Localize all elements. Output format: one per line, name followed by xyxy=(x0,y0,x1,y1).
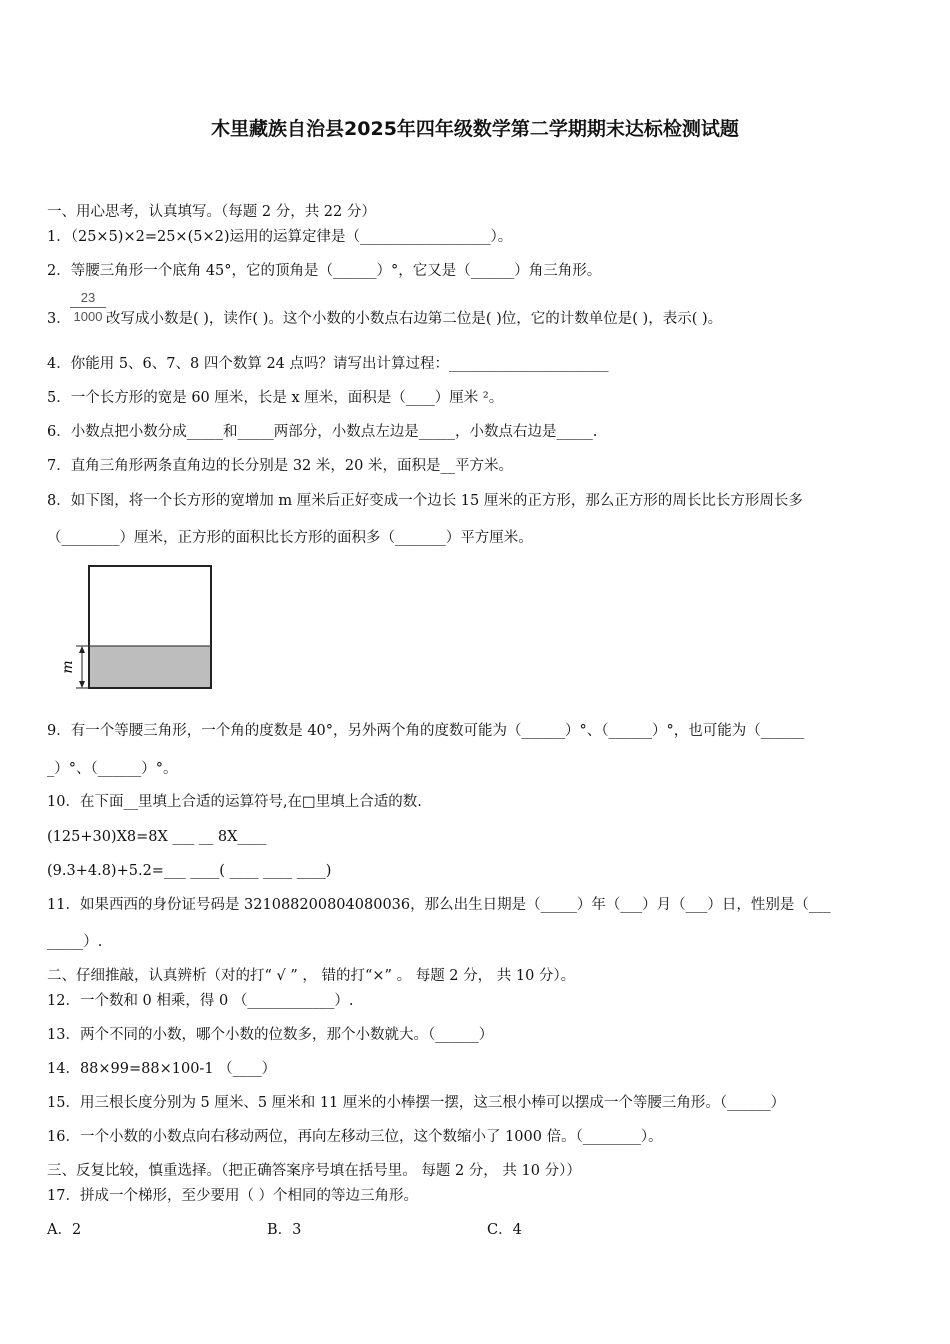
question-12: 12．一个数和 0 相乘，得 0 （____________）. xyxy=(47,993,354,1009)
shaded-strip xyxy=(90,646,210,687)
question-9-line-2: _）°、（______）°。 xyxy=(47,761,178,777)
option-b: B．3 xyxy=(267,1222,302,1238)
fraction-denominator: 1000 xyxy=(73,309,103,324)
question-3-number: 3． xyxy=(47,311,71,327)
option-a: A．2 xyxy=(47,1222,82,1238)
section-header-3: 三、反复比较，慎重选择。（把正确答案序号填在括号里。 每题 2 分， 共 10 分）） xyxy=(47,1163,581,1179)
question-3: 改写成小数是( )，读作( )。这个小数的小数点右边第二位是( )位，它的计数单位是( )，表示( )。 xyxy=(106,311,723,327)
label-m: m xyxy=(60,660,76,674)
question-9-line-1: 9．有一个等腰三角形，一个角的度数是 40°，另外两个角的度数可能为（______）°、（______）°，也可能为（______ xyxy=(47,723,805,739)
page-title: 木里藏族自治县2025年四年级数学第二学期期末达标检测试题 xyxy=(211,118,739,140)
question-2: 2．等腰三角形一个底角 45°，它的顶角是（______）°，它又是（______）角三角形。 xyxy=(47,263,602,279)
question-8-line-2: （________）厘米，正方形的面积比长方形的面积多（_______）平方厘米。 xyxy=(47,530,533,546)
arrow-up-icon xyxy=(79,646,85,653)
question-15: 15．用三根长度分别为 5 厘米、5 厘米和 11 厘米的小棒摆一摆，这三根小棒可以摆成一个等腰三角形。（______） xyxy=(47,1095,786,1111)
question-8-line-1: 8．如下图，将一个长方形的宽增加 m 厘米后正好变成一个边长 15 厘米的正方形，那么正方形的周长比长方形周长多 xyxy=(47,493,803,509)
rectangle-square-figure xyxy=(50,560,220,695)
question-10: 10．在下面__里填上合适的运算符号,在□里填上合适的数. xyxy=(47,794,422,810)
section-header-1: 一、用心思考，认真填写。（每题 2 分，共 22 分） xyxy=(47,204,376,220)
fraction-numerator: 23 xyxy=(80,290,96,305)
question-10-a: (125+30)X8=8X ___ __ 8X____ xyxy=(47,829,267,845)
question-5: 5．一个长方形的宽是 60 厘米，长是 x 厘米，面积是（____）厘米 ²。 xyxy=(47,390,504,406)
question-6: 6．小数点把小数分成_____和_____两部分，小数点左边是_____，小数点右边是_____. xyxy=(47,424,598,440)
question-11-line-2: _____）. xyxy=(47,934,103,950)
question-4: 4．你能用 5、6、7、8 四个数算 24 点吗？请写出计算过程：______________________ xyxy=(47,356,609,372)
question-1: 1．（25×5)×2=25×(5×2)运用的运算定律是（__________________）。 xyxy=(47,229,513,245)
question-10-b: (9.3+4.8)+5.2=___ ____( ____ ____ ____) xyxy=(47,863,332,879)
option-c: C．4 xyxy=(487,1222,522,1238)
arrow-down-icon xyxy=(79,681,85,688)
question-14: 14．88×99=88×100-1 （____） xyxy=(47,1061,277,1077)
fraction xyxy=(70,290,106,325)
question-11-line-1: 11．如果西西的身份证号码是 321088200804080036，那么出生日期是（_____）年（___）月（___）日，性别是（___ xyxy=(47,897,831,913)
fraction-bar xyxy=(70,307,106,308)
question-17: 17．拼成一个梯形，至少要用（ ）个相同的等边三角形。 xyxy=(47,1188,419,1204)
question-7: 7．直角三角形两条直角边的长分别是 32 米，20 米，面积是__平方米。 xyxy=(47,458,513,474)
question-13: 13．两个不同的小数，哪个小数的位数多，那个小数就大。（______） xyxy=(47,1027,494,1043)
question-16: 16．一个小数的小数点向右移动两位，再向左移动三位，这个数缩小了 1000 倍。（________）。 xyxy=(47,1129,663,1145)
section-header-2: 二、仔细推敲，认真辨析（对的打“ √ ” ， 错的打“×” 。 每题 2 分， 共 10 分）。 xyxy=(47,968,576,984)
